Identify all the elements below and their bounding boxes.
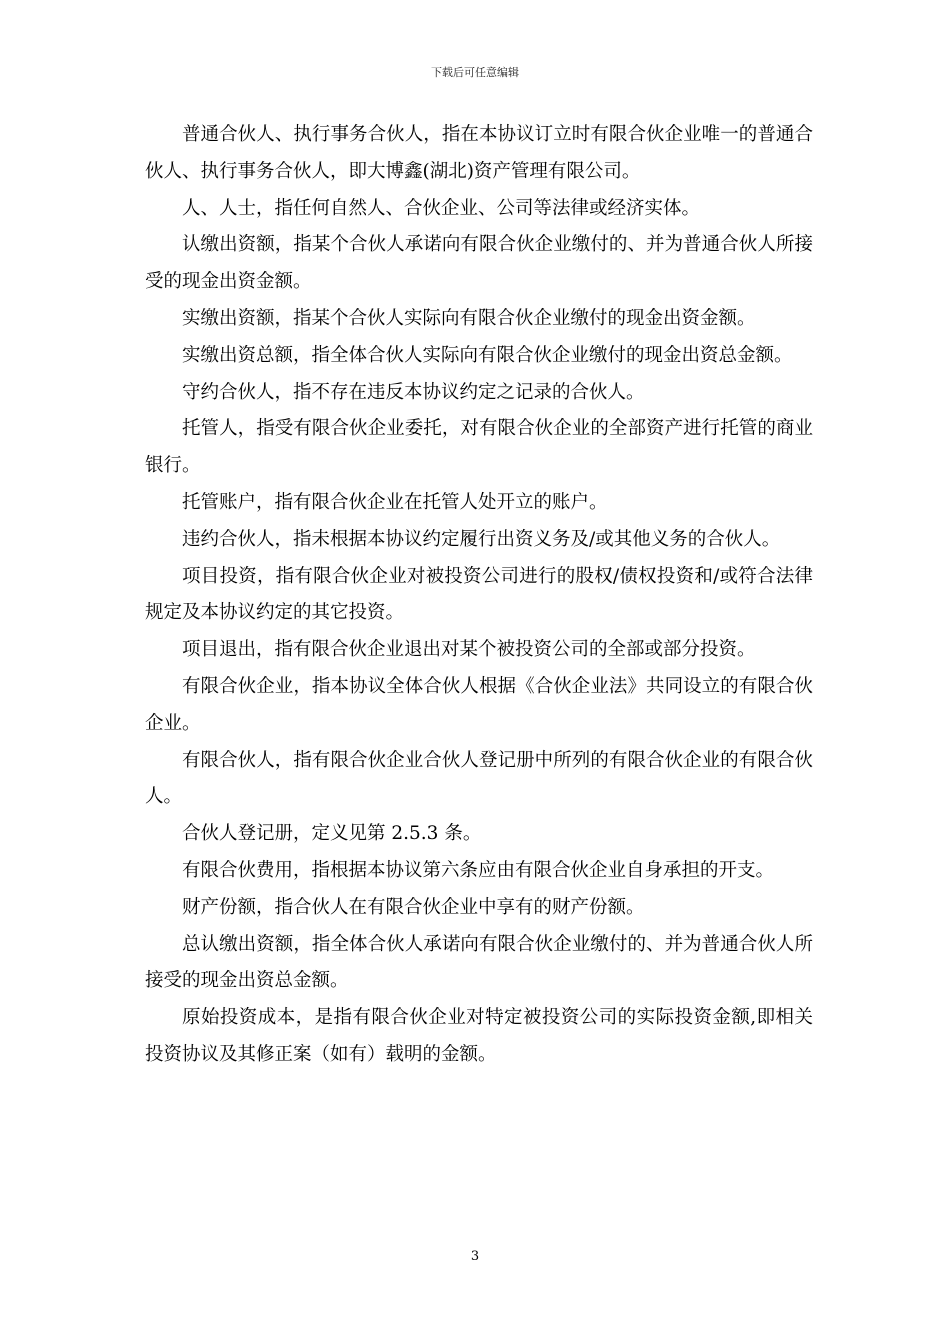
definition-paragraph: 托管账户，指有限合伙企业在托管人处开立的账户。 (182, 491, 608, 513)
definition-paragraph: 实缴出资总额，指全体合伙人实际向有限合伙企业缴付的现金出资总金额。 (182, 344, 793, 366)
definition-paragraph: 有限合伙人，指有限合伙企业合伙人登记册中所列的有限合伙企业的有限合伙人。 (145, 749, 813, 808)
definition-paragraph: 合伙人登记册，定义见第 2.5.3 条。 (182, 823, 482, 845)
definition-paragraph: 总认缴出资额，指全体合伙人承诺向有限合伙企业缴付的、并为普通合伙人所接受的现金出资总金额。 (145, 933, 813, 992)
definition-paragraph: 有限合伙企业，指本协议全体合伙人根据《合伙企业法》共同设立的有限合伙企业。 (145, 675, 813, 734)
definition-paragraph: 托管人，指受有限合伙企业委托，对有限合伙企业的全部资产进行托管的商业银行。 (145, 418, 813, 477)
page-header: 下载后可任意编辑 (431, 66, 519, 79)
definition-paragraph: 守约合伙人，指不存在违反本协议约定之记录的合伙人。 (182, 381, 645, 403)
definition-paragraph: 违约合伙人，指未根据本协议约定履行出资义务及/或其他义务的合伙人。 (182, 528, 781, 550)
page-number: 3 (470, 1249, 480, 1264)
definition-paragraph: 人、人士，指任何自然人、合伙企业、公司等法律或经济实体。 (182, 197, 701, 219)
definition-paragraph: 项目投资，指有限合伙企业对被投资公司进行的股权/债权投资和/或符合法律规定及本协议约定的其它投资。 (145, 565, 813, 624)
definition-paragraph: 实缴出资额，指某个合伙人实际向有限合伙企业缴付的现金出资金额。 (182, 307, 756, 329)
definition-paragraph: 项目退出，指有限合伙企业退出对某个被投资公司的全部或部分投资。 (182, 639, 756, 661)
definition-paragraph: 有限合伙费用，指根据本协议第六条应由有限合伙企业自身承担的开支。 (182, 859, 775, 881)
definition-paragraph: 普通合伙人、执行事务合伙人，指在本协议订立时有限合伙企业唯一的普通合伙人、执行事务合伙人，即大博鑫(湖北)资产管理有限公司。 (145, 124, 813, 182)
document-body (145, 117, 813, 1074)
definition-paragraph: 财产份额，指合伙人在有限合伙企业中享有的财产份额。 (182, 896, 645, 918)
definition-paragraph: 认缴出资额，指某个合伙人承诺向有限合伙企业缴付的、并为普通合伙人所接受的现金出资金额。 (145, 234, 813, 293)
definition-paragraph: 原始投资成本，是指有限合伙企业对特定被投资公司的实际投资金额,即相关投资协议及其修正案（如有）载明的金额。 (145, 1007, 813, 1065)
